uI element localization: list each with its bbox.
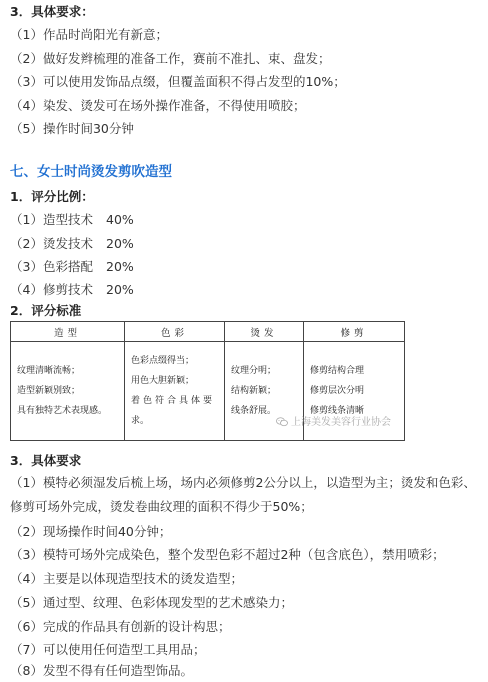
cell-text: 用色大胆新颖； — [131, 376, 195, 386]
ratio-label: （4）修剪技术 — [10, 282, 93, 297]
cell-text: 结构新颖； — [231, 386, 277, 396]
cell-text: 具有独特艺术表现感。 — [17, 406, 108, 416]
ratio-item — [10, 258, 134, 276]
cell-text: 纹理清晰流畅； — [17, 366, 81, 376]
requirement-item: （5）操作时间30分钟 — [10, 121, 134, 136]
ratio-label: （1）造型技术 — [10, 212, 93, 227]
ratio-value: 20% — [106, 236, 134, 251]
table-header-row — [11, 322, 405, 342]
watermark-text: 上海美发美容行业协会 — [291, 417, 391, 428]
requirement-item: （3）可以使用发饰品点缀，但覆盖面积不得占发型的10%； — [10, 74, 346, 89]
cell-text: 纹理分明； — [231, 366, 277, 376]
header-color: 色彩 — [125, 322, 225, 342]
requirements-heading-2: 3．具体要求 — [10, 453, 82, 468]
requirement-item: （6）完成的作品具有创新的设计构思； — [10, 619, 231, 634]
cell-text: 求。 — [131, 416, 150, 426]
ratio-heading: 1．评分比例： — [10, 189, 94, 204]
cell-text: 色彩点缀得当； — [131, 356, 195, 366]
requirement-item: （1）模特必须湿发后梳上场，场内必须修剪2公分以上，以造型为主；烫发和色彩、修剪可场外完成，烫发卷曲纹理的面积不得少于50%； — [10, 475, 476, 514]
ratio-value: 20% — [106, 282, 134, 297]
requirement-item: （5）通过型、纹理、色彩体现发型的艺术感染力； — [10, 595, 293, 610]
requirement-item: （1）作品时尚阳光有新意； — [10, 27, 168, 42]
ratio-label: （3）色彩搭配 — [10, 259, 93, 274]
requirement-item: （4）染发、烫发可在场外操作准备，不得使用喷胶； — [10, 98, 306, 113]
ratio-item — [10, 235, 134, 253]
requirements-heading-1: 3．具体要求： — [10, 4, 94, 19]
standard-heading: 2．评分标准 — [10, 303, 82, 318]
ratio-label: （2）烫发技术 — [10, 236, 93, 251]
cell-styling — [11, 342, 125, 441]
header-styling: 造型 — [11, 322, 125, 342]
requirement-item: （8）发型不得有任何造型饰品。 — [10, 663, 193, 678]
section-title: 七、女士时尚烫发剪吹造型 — [10, 164, 172, 180]
requirement-item: （4）主要是以体现造型技术的烫发造型； — [10, 571, 243, 586]
cell-text: 修剪结构合理 — [310, 366, 365, 376]
cell-text: 修剪线条清晰 — [310, 406, 365, 416]
wechat-icon — [276, 417, 288, 427]
ratio-value: 40% — [106, 212, 134, 227]
cell-color — [125, 342, 225, 441]
ratio-value: 20% — [106, 259, 134, 274]
requirement-item: （2）现场操作时间40分钟； — [10, 524, 172, 539]
requirement-item: （2）做好发辫梳理的准备工作，赛前不准扎、束、盘发； — [10, 51, 331, 66]
watermark — [276, 413, 391, 428]
cell-text: 线条舒展。 — [231, 406, 277, 416]
ratio-item — [10, 211, 134, 229]
requirement-item: （3）模特可场外完成染色，整个发型色彩不超过2种（包含底色），禁用喷彩； — [10, 547, 445, 562]
cell-text: 着色符合具体要 — [131, 396, 216, 406]
requirement-item: （7）可以使用任何造型工具用品； — [10, 642, 206, 657]
ratio-item — [10, 281, 134, 299]
header-cut: 修剪 — [304, 322, 405, 342]
header-perm: 烫发 — [225, 322, 304, 342]
cell-text: 修剪层次分明 — [310, 386, 365, 396]
cell-text: 造型新颖别致； — [17, 386, 81, 396]
